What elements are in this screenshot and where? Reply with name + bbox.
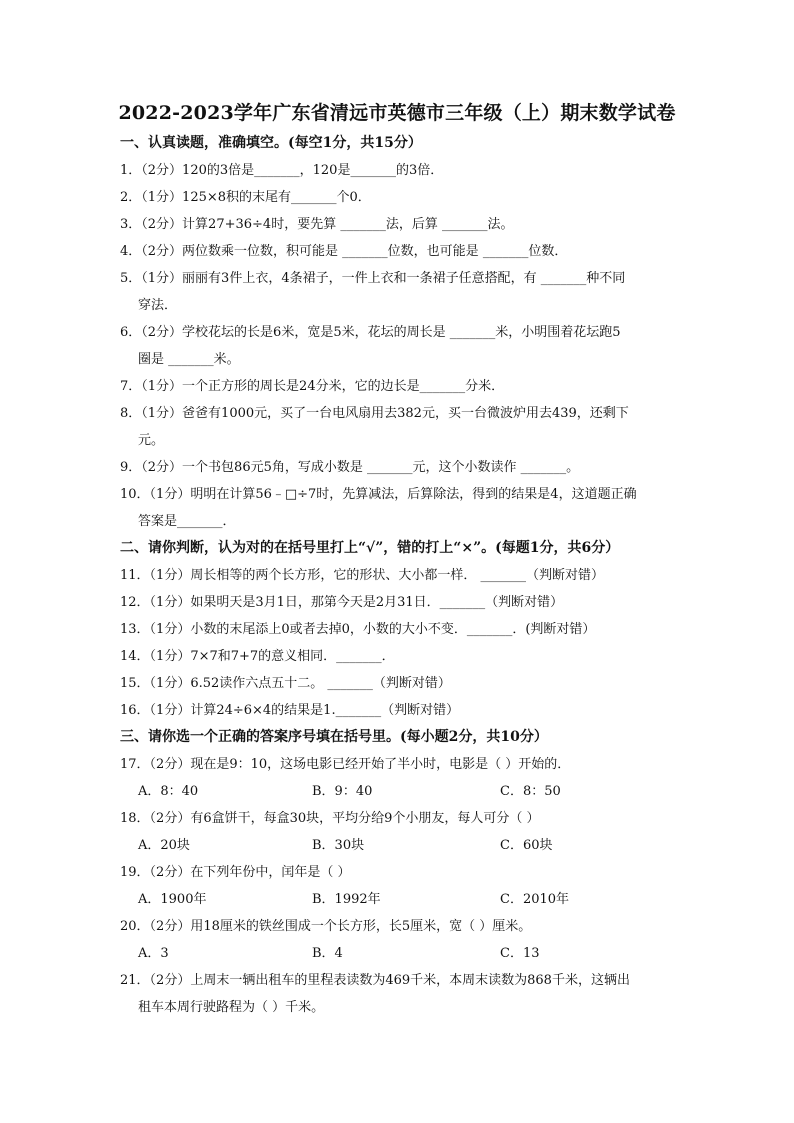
question-7 xyxy=(120,373,680,400)
question-20 xyxy=(120,913,680,940)
question-6 xyxy=(120,319,680,346)
question-text: （2分）现在是9：10，这场电影已经开始了半小时，电影是（ ）开始的． xyxy=(149,757,571,772)
question-number: 15． xyxy=(120,676,150,691)
question-number: 19． xyxy=(120,865,150,880)
question-number: 10． xyxy=(120,487,150,502)
question-12 xyxy=(120,589,680,616)
question-18-options xyxy=(120,832,680,859)
question-number: 7． xyxy=(120,379,142,394)
question-number: 4． xyxy=(120,244,142,259)
question-number: 1． xyxy=(120,163,142,178)
question-6-continued: 圈是 _______米。 xyxy=(138,352,240,367)
question-19-options xyxy=(120,886,680,913)
question-text: （2分）120的3倍是_______，120是_______的3倍． xyxy=(141,163,444,178)
section-heading-fill-in: 一、认真读题，准确填空。(每空1分，共15分） xyxy=(120,135,422,151)
question-text: （1分）计算24÷6×4的结果是1._______（判断对错） xyxy=(149,703,460,718)
question-text: （2分）用18厘米的铁丝围成一个长方形，长5厘米，宽（ ）厘米。 xyxy=(149,919,532,934)
question-number: 9． xyxy=(120,460,142,475)
question-16 xyxy=(120,697,680,724)
section-heading-true-false: 二、请你判断，认为对的在括号里打上“√”，错的打上“×”。(每题1分，共6分） xyxy=(120,540,620,556)
question-number: 8． xyxy=(120,406,142,421)
question-text: （1分）明明在计算56﹣□÷7时，先算减法，后算除法，得到的结果是4，这道题正确 xyxy=(149,487,637,502)
question-10-continued: 答案是_______． xyxy=(138,514,236,529)
question-5 xyxy=(120,265,680,292)
question-9 xyxy=(120,454,680,481)
question-number: 18． xyxy=(120,811,150,826)
option-b: B．9：40 xyxy=(312,784,373,799)
section-heading-multiple-choice: 三、请你选一个正确的答案序号填在括号里。(每小题2分，共10分） xyxy=(120,729,548,745)
question-4 xyxy=(120,238,680,265)
option-a: A．8：40 xyxy=(138,784,199,799)
option-c: C．13 xyxy=(500,946,540,961)
question-text: （1分）7×7和7+7的意义相同．_______． xyxy=(149,649,395,664)
question-20-options xyxy=(120,940,680,967)
question-text: （1分）丽丽有3件上衣，4条裙子，一件上衣和一条裙子任意搭配，有 _______种不同 xyxy=(141,271,626,286)
question-text: （1分）如果明天是3月1日，那第今天是2月31日．_______（判断对错） xyxy=(149,595,564,610)
question-number: 17． xyxy=(120,757,150,772)
question-number: 14． xyxy=(120,649,150,664)
question-number: 16． xyxy=(120,703,150,718)
question-17 xyxy=(120,751,680,778)
question-5-continued: 穿法． xyxy=(138,298,178,313)
question-number: 5． xyxy=(120,271,142,286)
question-text: （1分）爸爸有1000元，买了一台电风扇用去382元，买一台微波炉用去439，还剩下 xyxy=(141,406,629,421)
question-3 xyxy=(120,211,680,238)
question-11 xyxy=(120,562,680,589)
question-text: （1分）小数的末尾添上0或者去掉0，小数的大小不变．_______．(判断对错） xyxy=(149,622,596,637)
question-17-options xyxy=(120,778,680,805)
question-number: 3． xyxy=(120,217,142,232)
question-text: （1分）125×8积的末尾有_______个0． xyxy=(141,190,371,205)
question-text: （2分）上周末一辆出租车的里程表读数为469千米，本周末读数为868千米，这辆出 xyxy=(149,973,630,988)
question-text: （2分）学校花坛的长是6米，宽是5米，花坛的周长是 _______米，小明围着花坛跑5 xyxy=(141,325,621,340)
question-10 xyxy=(120,481,680,508)
question-text: （2分）两位数乘一位数，积可能是 _______位数，也可能是 _______位数． xyxy=(141,244,568,259)
question-text: （1分）6.52读作六点五十二。 _______（判断对错） xyxy=(149,676,451,691)
question-number: 21． xyxy=(120,973,150,988)
question-8-continued: 元。 xyxy=(138,433,165,448)
question-text: （2分）有6盒饼干，每盒30块，平均分给9个小朋友，每人可分（ ） xyxy=(149,811,540,826)
option-c: C．8：50 xyxy=(500,784,561,799)
question-number: 12． xyxy=(120,595,150,610)
page-title: 2022-2023学年广东省清远市英德市三年级（上）期末数学试卷 xyxy=(118,102,676,124)
question-text: （2分）在下列年份中，闰年是（ ） xyxy=(149,865,351,880)
option-a: A．3 xyxy=(138,946,169,961)
question-number: 2． xyxy=(120,190,142,205)
question-text: （1分）一个正方形的周长是24分米，它的边长是_______分米． xyxy=(141,379,505,394)
question-number: 11． xyxy=(120,568,150,583)
question-number: 20． xyxy=(120,919,150,934)
option-c: C．60块 xyxy=(500,838,553,853)
question-14 xyxy=(120,643,680,670)
option-a: A．20块 xyxy=(138,838,190,853)
option-c: C．2010年 xyxy=(500,892,570,907)
question-18 xyxy=(120,805,680,832)
exam-content xyxy=(120,130,680,1021)
option-b: B．1992年 xyxy=(312,892,381,907)
question-text: （1分）周长相等的两个长方形，它的形状、大小都一样． _______（判断对错） xyxy=(149,568,604,583)
question-text: （2分）计算27+36÷4时，要先算 _______法，后算 _______法。 xyxy=(141,217,514,232)
question-21-continued: 租车本周行驶路程为（ ）千米。 xyxy=(138,1000,325,1015)
question-8 xyxy=(120,400,680,427)
question-21 xyxy=(120,967,680,994)
question-1 xyxy=(120,157,680,184)
option-b: B．4 xyxy=(312,946,343,961)
option-b: B．30块 xyxy=(312,838,365,853)
question-19 xyxy=(120,859,680,886)
question-number: 6． xyxy=(120,325,142,340)
question-text: （2分）一个书包86元5角，写成小数是 _______元，这个小数读作 _______。 xyxy=(141,460,580,475)
question-2 xyxy=(120,184,680,211)
option-a: A．1900年 xyxy=(138,892,207,907)
question-15 xyxy=(120,670,680,697)
question-number: 13． xyxy=(120,622,150,637)
question-13 xyxy=(120,616,680,643)
